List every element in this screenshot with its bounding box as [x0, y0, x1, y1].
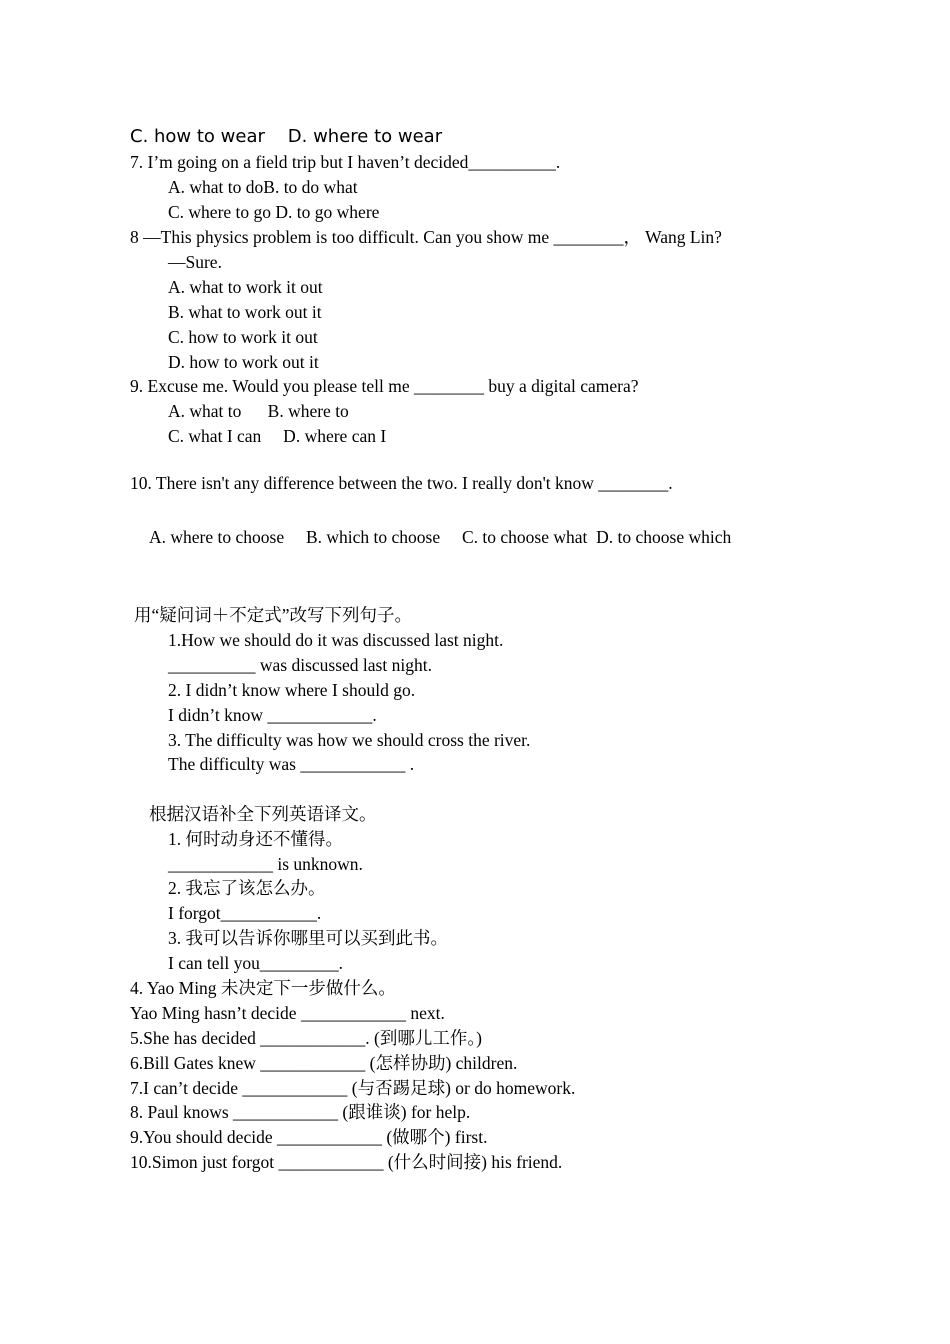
question-9: 9. Excuse me. Would you please tell me ________ buy a digital camera? — [130, 376, 639, 396]
translate-item: 9.You should decide ____________ (做哪个) first. — [130, 1127, 488, 1147]
translate-item: 6.Bill Gates knew ____________ (怎样协助) children. — [130, 1053, 518, 1073]
section-heading-translate: 根据汉语补全下列英语译文。 — [149, 804, 377, 824]
option-line: C. how to wear D. where to wear — [130, 126, 443, 147]
question-8: 8 —This physics problem is too difficult. Can you show me ________， Wang Lin? — [130, 227, 722, 247]
section-heading-rewrite: 用“疑问词＋不定式”改写下列句子。 — [134, 605, 413, 625]
option-line: A. what to doB. to do what — [168, 177, 358, 197]
translate-blank: Yao Ming hasn’t decide ____________ next. — [130, 1003, 445, 1023]
translate-item: 4. Yao Ming 未决定下一步做什么。 — [130, 978, 396, 998]
translate-item: 1. 何时动身还不懂得。 — [168, 829, 343, 849]
rewrite-blank: I didn’t know ____________. — [168, 705, 377, 725]
rewrite-blank: The difficulty was ____________ . — [168, 754, 415, 774]
option-line: B. what to work out it — [168, 302, 322, 322]
rewrite-item: 1.How we should do it was discussed last night. — [168, 630, 504, 650]
rewrite-blank: __________ was discussed last night. — [168, 655, 432, 675]
option-line: A. what to work it out — [168, 277, 323, 297]
translate-blank: I can tell you_________. — [168, 953, 343, 973]
rewrite-item: 3. The difficulty was how we should cross the river. — [168, 730, 531, 750]
rewrite-item: 2. I didn’t know where I should go. — [168, 680, 416, 700]
dialogue-reply: —Sure. — [168, 252, 222, 272]
option-line: A. what to B. where to — [168, 401, 349, 421]
translate-item: 5.She has decided ____________. (到哪儿工作。) — [130, 1028, 482, 1048]
question-10: 10. There isn't any difference between the two. I really don't know ________. — [130, 473, 673, 493]
option-line: C. where to go D. to go where — [168, 202, 380, 222]
translate-item: 7.I can’t decide ____________ (与否踢足球) or do homework. — [130, 1078, 576, 1098]
translate-blank: I forgot___________. — [168, 903, 322, 923]
translate-item: 3. 我可以告诉你哪里可以买到此书。 — [168, 928, 448, 948]
translate-blank: ____________ is unknown. — [168, 854, 363, 874]
translate-item: 10.Simon just forgot ____________ (什么时间接) his friend. — [130, 1152, 563, 1172]
translate-item: 2. 我忘了该怎么办。 — [168, 878, 326, 898]
question-7: 7. I’m going on a field trip but I haven’t decided__________. — [130, 152, 561, 172]
option-line: A. where to choose B. which to choose C. to choose what D. to choose which — [149, 527, 732, 547]
option-line: D. how to work out it — [168, 352, 319, 372]
option-line: C. what I can D. where can I — [168, 426, 387, 446]
translate-item: 8. Paul knows ____________ (跟谁谈) for help. — [130, 1102, 471, 1122]
option-line: C. how to work it out — [168, 327, 318, 347]
